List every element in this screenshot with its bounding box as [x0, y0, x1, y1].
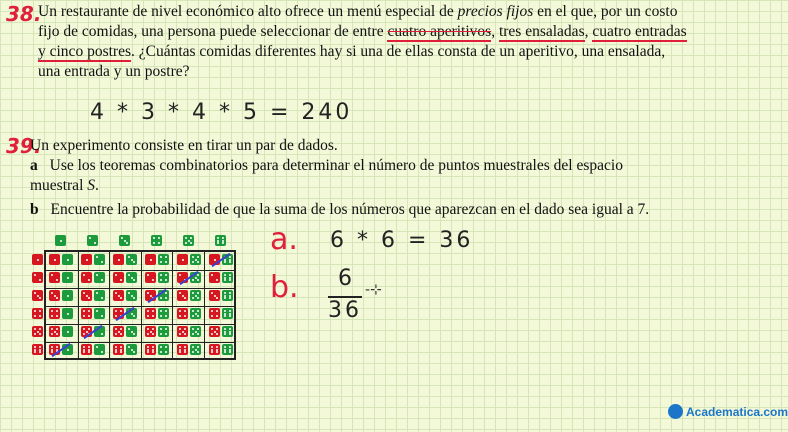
cell-die-red [49, 272, 60, 283]
header-die-3 [119, 235, 130, 246]
cell-die-red [177, 344, 188, 355]
cell-die-green [222, 272, 233, 283]
table-col-line [204, 252, 205, 358]
problem-39-part-b: b Encuentre la probabilidad de que la suma de los números que aparezcan en el dado sea igual a 7. [30, 201, 650, 218]
row-die-4 [32, 308, 43, 319]
cell-die-green [62, 254, 73, 265]
header-die-5 [183, 235, 194, 246]
cell-die-green [190, 326, 201, 337]
cell-die-red [177, 326, 188, 337]
cell-die-red [113, 326, 124, 337]
academatica-logo-icon [668, 404, 683, 419]
cell-die-red [49, 290, 60, 301]
problem-39-number: 39. [6, 134, 42, 158]
cell-die-red [177, 308, 188, 319]
cell-die-red [177, 290, 188, 301]
academatica-logo: Academatica.com [686, 405, 788, 419]
problem-39-part-a: a Use los teoremas combinatorios para determinar el número de puntos muestrales del espacio [30, 157, 623, 174]
header-die-1 [55, 235, 66, 246]
cell-die-green [94, 308, 105, 319]
answer-b-numerator: 6 [338, 266, 355, 291]
problem-38-line-1: Un restaurante de nivel económico alto ofrece un menú especial de precios fijos en el que, por un costo [38, 3, 678, 20]
cell-die-green [222, 344, 233, 355]
answer-b-denominator: 36 [328, 298, 362, 323]
row-die-1 [32, 254, 43, 265]
problem-38-line-4: una entrada y un postre? [38, 63, 190, 80]
problem-38-handwritten-answer: 4 * 3 * 4 * 5 = 240 [90, 100, 353, 125]
problem-39-part-a-line-2: muestral S. [30, 177, 99, 194]
table-row-line [46, 342, 234, 343]
cell-die-red [209, 326, 220, 337]
cell-die-red [209, 272, 220, 283]
part-a-label: a [30, 157, 38, 174]
cell-die-green [222, 326, 233, 337]
cell-die-red [49, 254, 60, 265]
cell-die-green [190, 308, 201, 319]
header-die-6 [215, 235, 226, 246]
cell-die-green [158, 272, 169, 283]
cell-die-red [81, 272, 92, 283]
cell-die-red [177, 254, 188, 265]
cell-die-green [94, 344, 105, 355]
problem-38-text [38, 2, 718, 82]
cell-die-green [126, 290, 137, 301]
cell-die-red [113, 272, 124, 283]
table-row-line [46, 324, 234, 325]
answer-a-label: a. [270, 222, 298, 257]
problem-39-intro: Un experimento consiste en tirar un par de dados. [30, 137, 338, 154]
cell-die-red [49, 308, 60, 319]
cell-die-red [81, 290, 92, 301]
dice-outcome-table [44, 250, 236, 360]
row-die-2 [32, 272, 43, 283]
cell-die-red [145, 308, 156, 319]
header-die-2 [87, 235, 98, 246]
cell-die-red [145, 254, 156, 265]
cell-die-red [145, 344, 156, 355]
cell-die-red [209, 290, 220, 301]
cell-die-red [81, 344, 92, 355]
problem-38-number: 38. [6, 2, 42, 26]
cell-die-red [113, 290, 124, 301]
cell-die-green [126, 254, 137, 265]
row-die-5 [32, 326, 43, 337]
cell-die-green [62, 326, 73, 337]
problem-38-line-2: fijo de comidas, una persona puede seleccionar de entre cuatro aperitivos, tres ensaladas, cuatro entradas [38, 23, 687, 40]
cell-die-green [62, 272, 73, 283]
cell-die-green [190, 254, 201, 265]
cell-die-green [158, 326, 169, 337]
problem-38-line-3: y cinco postres. ¿Cuántas comidas diferentes hay si una de ellas consta de un aperitivo, una ensalada, [38, 43, 666, 60]
cell-die-red [113, 254, 124, 265]
cell-die-red [145, 272, 156, 283]
cell-die-red [209, 344, 220, 355]
cell-die-green [190, 290, 201, 301]
cell-die-red [113, 344, 124, 355]
part-b-label: b [30, 201, 39, 218]
cell-die-red [81, 254, 92, 265]
cell-die-green [62, 290, 73, 301]
row-die-6 [32, 344, 43, 355]
cell-die-green [158, 344, 169, 355]
cell-die-red [81, 308, 92, 319]
cell-die-green [190, 344, 201, 355]
cell-die-green [126, 272, 137, 283]
cell-die-green [62, 308, 73, 319]
row-die-3 [32, 290, 43, 301]
cell-die-green [94, 290, 105, 301]
cell-die-green [126, 344, 137, 355]
header-die-4 [151, 235, 162, 246]
cell-die-green [158, 308, 169, 319]
cell-die-green [158, 254, 169, 265]
cursor-icon: -⊹ [365, 282, 382, 298]
answer-b-label: b. [270, 270, 299, 305]
cell-die-red [209, 308, 220, 319]
cell-die-green [222, 290, 233, 301]
cell-die-green [94, 254, 105, 265]
answer-a-work: 6 * 6 = 36 [330, 228, 474, 253]
cell-die-green [126, 326, 137, 337]
cell-die-green [94, 272, 105, 283]
cell-die-red [145, 326, 156, 337]
cell-die-green [222, 308, 233, 319]
cell-die-red [49, 326, 60, 337]
